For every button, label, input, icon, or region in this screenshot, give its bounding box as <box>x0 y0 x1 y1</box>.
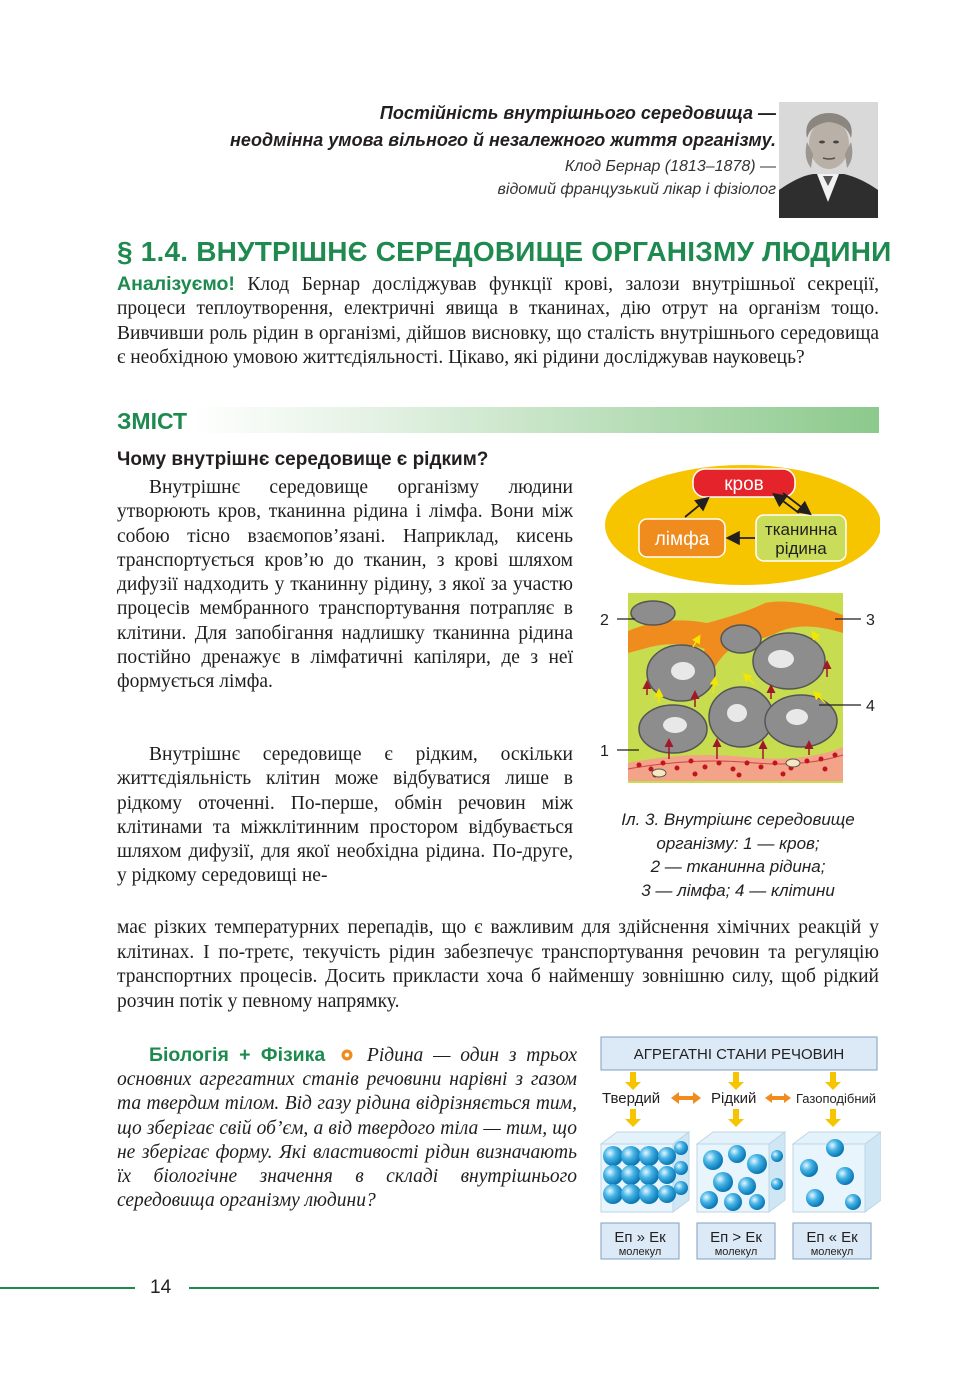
callout-2: 2 <box>600 612 609 629</box>
bio-physics-text: Рідина — один з трьох основних агрегатних станів речовини нарівні з газом та твердим тілом. Від газу рідина відрізняється тим, що зберігає свій об’єм, а від твердого тіла — тим, що не зберігає форму. Які властивості рідин визначають їх біологічне значення в складі внутрішнього середовища організму людини? <box>117 1045 578 1212</box>
epigraph-line-1: Постійність внутрішнього середовища — <box>379 103 776 123</box>
caption-line: організму: 1 — кров; <box>656 833 820 853</box>
energy-solid: Еп » Ек <box>614 1229 666 1246</box>
energy-liquid-sub: молекул <box>714 1246 758 1258</box>
caption-line: Іл. 3. Внутрішнє середовище <box>621 810 855 829</box>
section-title: § 1.4. ВНУТРІШНЄ СЕРЕДОВИЩЕ ОРГАНІЗМУ ЛЮДИНИ <box>117 236 892 267</box>
intro-lead: Аналізуємо! <box>117 273 235 295</box>
footer-rule-right <box>189 1287 879 1289</box>
paragraph-2-continued: має різких температурних перепадів, що є важливим для здійснення хімічних реакцій у клітинах. І по-третє, текучість рідин забезпечує транспортування речовин та регуляцію транспортних процесів. Досить прикласти хоча б найменшу зовнішню силу, щоб рідкий розчин потік у певному напрямку. <box>117 917 879 1012</box>
bio-physics-paragraph <box>117 1043 577 1213</box>
content-band <box>115 407 879 433</box>
states-of-matter-figure <box>597 1036 881 1262</box>
gas-cube <box>793 1132 881 1212</box>
state-solid-label: Твердий <box>602 1090 661 1107</box>
flower-bullet-icon <box>341 1044 353 1056</box>
internal-environment-figure <box>595 463 880 793</box>
tissue-fluid-label-1: тканинна <box>764 520 838 539</box>
states-title: АГРЕГАТНІ СТАНИ РЕЧОВИН <box>633 1046 845 1063</box>
bio-physics-lead: Біологія + Фізика <box>149 1044 326 1066</box>
callout-4: 4 <box>866 698 875 715</box>
energy-solid-sub: молекул <box>618 1246 662 1258</box>
epigraph-author: Клод Бернар (1813–1878) — <box>564 158 776 175</box>
caption-line: 2 — тканинна рідина; <box>650 857 826 876</box>
energy-gas-sub: молекул <box>810 1246 854 1258</box>
lymph-label: лімфа <box>654 529 710 550</box>
energy-gas: Еп « Ек <box>806 1229 858 1246</box>
subheading: Чому внутрішнє середовище є рідким? <box>117 449 489 470</box>
solid-cube <box>601 1132 689 1212</box>
callout-1: 1 <box>600 743 609 760</box>
portrait-photo <box>779 102 878 218</box>
content-band-label: ЗМІСТ <box>117 408 188 434</box>
callout-3: 3 <box>866 612 875 629</box>
energy-liquid: Еп > Ек <box>710 1229 762 1246</box>
paragraph-1: Внутрішнє середовище організму людини утворюють кров, тканинна рідина і лімфа. Вони між собою тісно взаємопов’язані. Наприклад, кисень транспортується кров’ю до тканин, з крові шляхом дифузії надходить у тканинну рідину, з якої за участю процесів мембранного транспортування потрапляє в клітини. Для запобігання надлишку тканинна рідина постійно дренажує в лімфатичні капіляри, де з неї формується лімфа. <box>117 477 573 693</box>
blood-label: кров <box>724 474 764 495</box>
tissue-diagram <box>628 593 843 783</box>
liquid-cube <box>697 1132 785 1212</box>
intro-paragraph <box>117 272 879 371</box>
footer-rule-left <box>0 1287 135 1289</box>
epigraph-author-desc: відомий французький лікар і фізіолог <box>497 181 776 198</box>
caption-line: 3 — лімфа; 4 — клітини <box>641 880 835 900</box>
paragraph-2: Внутрішнє середовище є рідким, оскільки життєдіяльність клітин може відбуватися лише в рідкому оточенні. По-перше, обмін речовин між клітинами та міжклітинним простором відбувається шляхом дифузії, для якої необхідна рідина. По-друге, у рідкому середовищі не- <box>117 744 573 887</box>
state-gas-label: Газоподібний <box>796 1091 877 1106</box>
page-number: 14 <box>150 1277 172 1298</box>
figure-caption <box>598 808 878 902</box>
epigraph-line-2: неодмінна умова вільного й незалежного життя організму. <box>229 130 776 150</box>
intro-text: Клод Бернар досліджував функції крові, залози внутрішньої секреції, процеси теплоутворення, електричні явища в тканинах, дію отрут на організм тощо. Вивчивши роль рідин в організмі, дійшов висновку, що сталість внутрішнього середовища є необхідною умовою життєдіяльності. Цікаво, які рідини досліджував науковець? <box>117 274 879 369</box>
state-liquid-label: Рідкий <box>711 1090 757 1107</box>
tissue-fluid-label-2: рідина <box>775 539 827 558</box>
